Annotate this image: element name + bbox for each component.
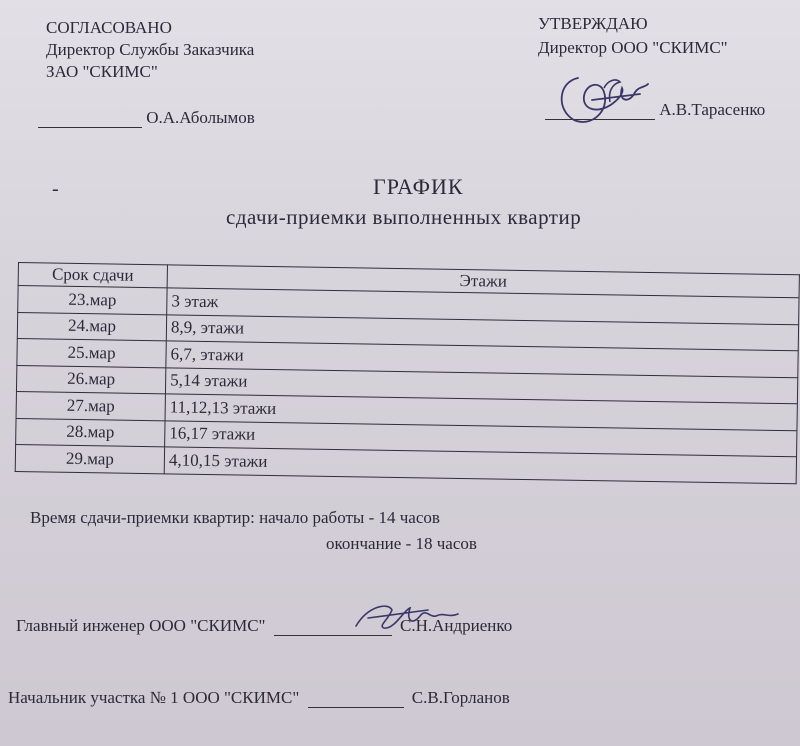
approval-right-position: Директор ООО "СКИМС" (538, 38, 728, 57)
time-info-line1: Время сдачи-приемки квартир: начало работы - 14 часов (30, 508, 440, 527)
row-date: 25.мар (17, 338, 166, 367)
document-subtitle: сдачи-приемки выполненных квартир (226, 205, 582, 229)
column-header-floors: Этажи (167, 265, 799, 298)
approval-right-signer: А.В.Тарасенко (659, 100, 766, 119)
dash-mark: - (52, 178, 59, 200)
row-date: 24.мар (17, 312, 166, 341)
site-head-signature-row (8, 688, 510, 708)
row-floors: 6,7, этажи (166, 341, 798, 377)
approval-left-signer: О.А.Аболымов (146, 108, 255, 127)
row-floors: 16,17 этажи (165, 420, 797, 456)
document-title: ГРАФИК (373, 174, 464, 199)
row-date: 26.мар (16, 365, 165, 394)
handwritten-signature-director (548, 70, 658, 132)
row-floors: 5,14 этажи (165, 367, 797, 403)
signature-line (308, 707, 404, 708)
row-date: 27.мар (16, 391, 165, 420)
signature-line (38, 127, 142, 128)
row-floors: 4,10,15 этажи (164, 447, 796, 483)
approval-right-heading: УТВЕРЖДАЮ (538, 14, 648, 33)
row-floors: 11,12,13 этажи (165, 394, 797, 430)
approval-left-heading: СОГЛАСОВАНО (46, 18, 172, 37)
row-date: 28.мар (16, 418, 165, 447)
site-head-position: Начальник участка № 1 ООО "СКИМС" (8, 688, 300, 707)
approval-left-position-line2: ЗАО "СКИМС" (46, 62, 158, 81)
handwritten-signature-engineer (348, 596, 468, 636)
row-floors: 8,9, этажи (166, 314, 798, 350)
approval-left-position-line1: Директор Службы Заказчика (46, 40, 255, 59)
chief-engineer-position: Главный инженер ООО "СКИМС" (16, 616, 266, 635)
site-head-name: С.В.Горланов (411, 688, 510, 707)
row-date: 23.мар (18, 286, 167, 315)
time-info-line2: окончание - 18 часов (326, 534, 477, 553)
schedule-table (15, 262, 800, 484)
chief-engineer-name: С.Н.Андриенко (400, 616, 513, 635)
approval-left-signature-row (38, 108, 255, 128)
row-date: 29.мар (15, 444, 164, 473)
column-header-date: Срок сдачи (18, 263, 167, 288)
row-floors: 3 этаж (167, 288, 799, 324)
